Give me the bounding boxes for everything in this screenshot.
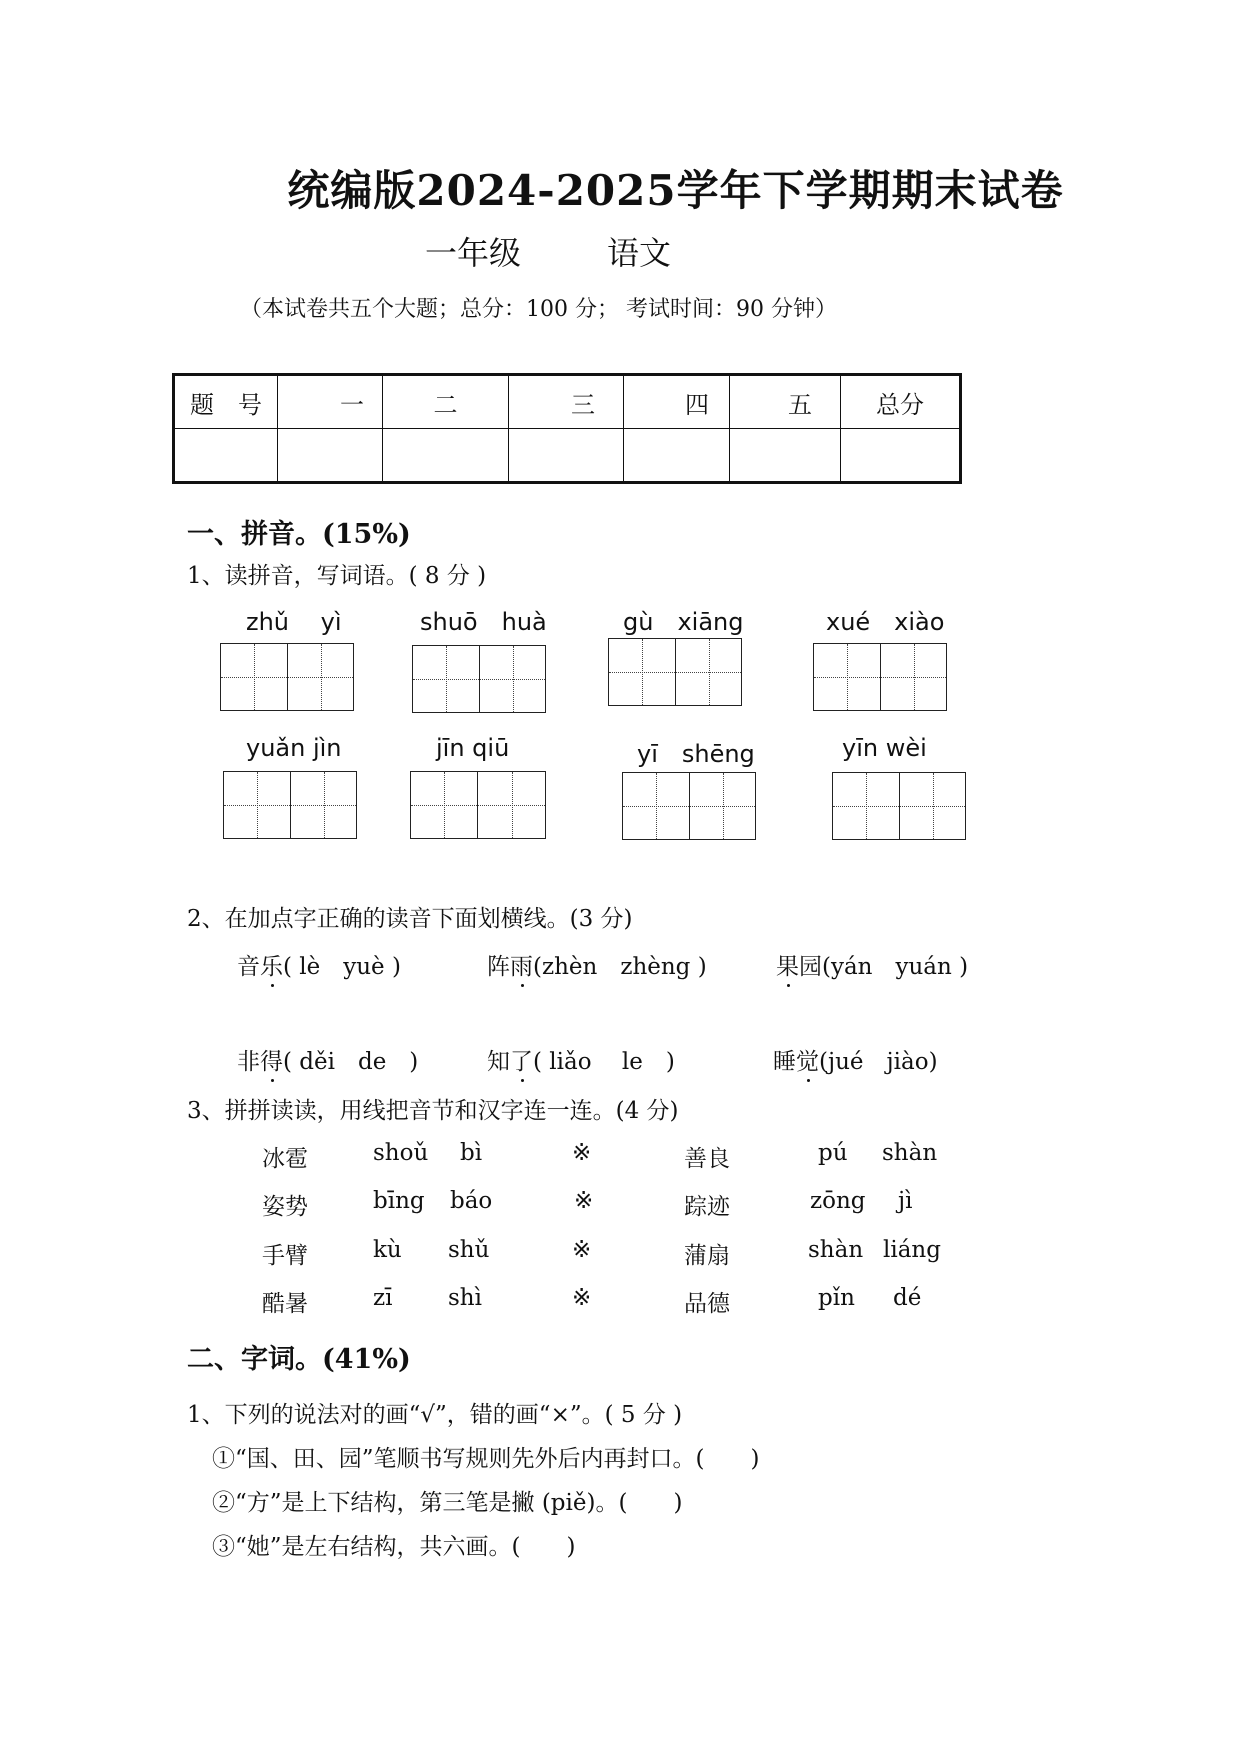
- match-syllable[interactable]: bì: [460, 1140, 483, 1166]
- match-word[interactable]: 善良: [684, 1146, 730, 1172]
- dotted-char: 果: [776, 954, 799, 980]
- reading-options[interactable]: (zhèn zhèng ): [533, 954, 707, 980]
- match-syllable[interactable]: báo: [450, 1188, 493, 1214]
- score-cell[interactable]: [624, 429, 730, 483]
- pinyin-item: yī shēng: [637, 740, 755, 768]
- reading-choice-item: [773, 1043, 938, 1076]
- section1-heading: 一、拼音。(15%): [187, 519, 411, 550]
- reading-choice-item: [776, 948, 968, 981]
- match-syllable[interactable]: shǔ: [448, 1237, 490, 1263]
- pinyin-item: yīn wèi: [842, 734, 927, 762]
- match-syllable[interactable]: shàn: [882, 1140, 938, 1166]
- score-header-1: 一: [278, 375, 383, 429]
- word-char: 音: [237, 954, 260, 980]
- word-char: 非: [237, 1049, 260, 1075]
- match-word[interactable]: 姿势: [262, 1194, 308, 1220]
- score-cell[interactable]: [174, 429, 278, 483]
- reading-options[interactable]: (jué jiào): [819, 1049, 938, 1075]
- reading-options[interactable]: ( lè yuè ): [283, 954, 401, 980]
- subject-label: 语文: [607, 234, 672, 272]
- word-char: 园: [799, 954, 822, 980]
- reading-choice-item: [487, 948, 707, 981]
- match-word[interactable]: 踪迹: [684, 1194, 730, 1220]
- match-syllable[interactable]: zī: [373, 1285, 393, 1311]
- dotted-char: 得: [260, 1049, 283, 1075]
- separator-mark: ※: [574, 1188, 594, 1214]
- match-syllable[interactable]: shoǔ: [373, 1140, 429, 1166]
- match-syllable[interactable]: liáng: [883, 1237, 941, 1263]
- writing-grid[interactable]: [813, 643, 947, 711]
- section1-q3-title: 3、拼拼读读，用线把音节和汉字连一连。(4 分): [187, 1098, 679, 1124]
- pinyin-item: zhǔ yì: [246, 608, 342, 636]
- dotted-char: 雨: [510, 954, 533, 980]
- separator-mark: ※: [572, 1285, 592, 1311]
- section1-q2-title: 2、在加点字正确的读音下面划横线。(3 分): [187, 906, 633, 932]
- section1-q1-title: 1、读拼音，写词语。( 8 分 ): [187, 563, 487, 589]
- reading-options[interactable]: (yán yuán ): [822, 954, 969, 980]
- score-header-2: 二: [383, 375, 509, 429]
- match-syllable[interactable]: pǐn: [818, 1285, 855, 1311]
- score-cell[interactable]: [730, 429, 841, 483]
- pinyin-item: xué xiào: [826, 608, 945, 636]
- score-table: [172, 373, 962, 484]
- writing-grid[interactable]: [410, 771, 546, 839]
- match-word[interactable]: 蒲扇: [684, 1243, 730, 1269]
- true-false-item[interactable]: ①“国、田、园”笔顺书写规则先外后内再封口。( ): [212, 1446, 760, 1472]
- match-word[interactable]: 冰雹: [262, 1146, 308, 1172]
- pinyin-item: gù xiāng: [623, 608, 744, 636]
- dotted-char: 觉: [796, 1049, 819, 1075]
- writing-grid[interactable]: [622, 772, 756, 840]
- pinyin-item: jīn qiū: [436, 734, 510, 762]
- pinyin-item: yuǎn jìn: [246, 734, 342, 762]
- separator-mark: ※: [572, 1237, 592, 1263]
- writing-grid[interactable]: [412, 645, 546, 713]
- match-syllable[interactable]: bīng: [373, 1188, 425, 1214]
- match-syllable[interactable]: dé: [893, 1285, 922, 1311]
- reading-choice-item: [237, 1043, 418, 1076]
- exam-note: （本试卷共五个大题；总分：100 分； 考试时间：90 分钟）: [240, 297, 837, 322]
- reading-options[interactable]: ( liǎo le ): [533, 1049, 675, 1075]
- score-cell[interactable]: [278, 429, 383, 483]
- word-char: 阵: [487, 954, 510, 980]
- score-header-total: 总分: [841, 375, 961, 429]
- score-cell[interactable]: [841, 429, 961, 483]
- match-word[interactable]: 手臂: [262, 1243, 308, 1269]
- writing-grid[interactable]: [832, 772, 966, 840]
- writing-grid[interactable]: [608, 638, 742, 706]
- writing-grid[interactable]: [220, 643, 354, 711]
- separator-mark: ※: [572, 1140, 592, 1166]
- match-word[interactable]: 酷暑: [262, 1291, 308, 1317]
- pinyin-item: shuō huà: [420, 608, 547, 636]
- word-char: 知: [487, 1049, 510, 1075]
- match-syllable[interactable]: kù: [373, 1237, 402, 1263]
- reading-options[interactable]: ( děi de ): [283, 1049, 419, 1075]
- score-header-5: 五: [730, 375, 841, 429]
- score-table-header-row: [174, 375, 961, 429]
- writing-grid[interactable]: [223, 771, 357, 839]
- exam-title: 统编版2024-2025学年下学期期末试卷: [287, 166, 1064, 215]
- match-syllable[interactable]: shàn: [808, 1237, 864, 1263]
- dotted-char: 了: [510, 1049, 533, 1075]
- match-syllable[interactable]: pú: [818, 1140, 848, 1166]
- grade-label: 一年级: [425, 234, 522, 272]
- score-header-label: 题 号: [174, 375, 278, 429]
- match-syllable[interactable]: zōng: [810, 1188, 866, 1214]
- match-syllable[interactable]: jì: [898, 1188, 913, 1214]
- section2-heading: 二、字词。(41%): [187, 1344, 411, 1375]
- score-header-3: 三: [509, 375, 624, 429]
- score-cell[interactable]: [509, 429, 624, 483]
- word-char: 睡: [773, 1049, 796, 1075]
- score-table-blank-row: [174, 429, 961, 483]
- true-false-item[interactable]: ③“她”是左右结构，共六画。( ): [212, 1534, 576, 1560]
- score-header-4: 四: [624, 375, 730, 429]
- dotted-char: 乐: [260, 954, 283, 980]
- true-false-item[interactable]: ②“方”是上下结构，第三笔是撇 (piě)。( ): [212, 1490, 683, 1516]
- match-word[interactable]: 品德: [684, 1291, 730, 1317]
- section2-q1-title: 1、下列的说法对的画“√”，错的画“×”。( 5 分 ): [187, 1402, 683, 1428]
- reading-choice-item: [487, 1043, 675, 1076]
- match-syllable[interactable]: shì: [448, 1285, 482, 1311]
- reading-choice-item: [237, 948, 401, 981]
- score-cell[interactable]: [383, 429, 509, 483]
